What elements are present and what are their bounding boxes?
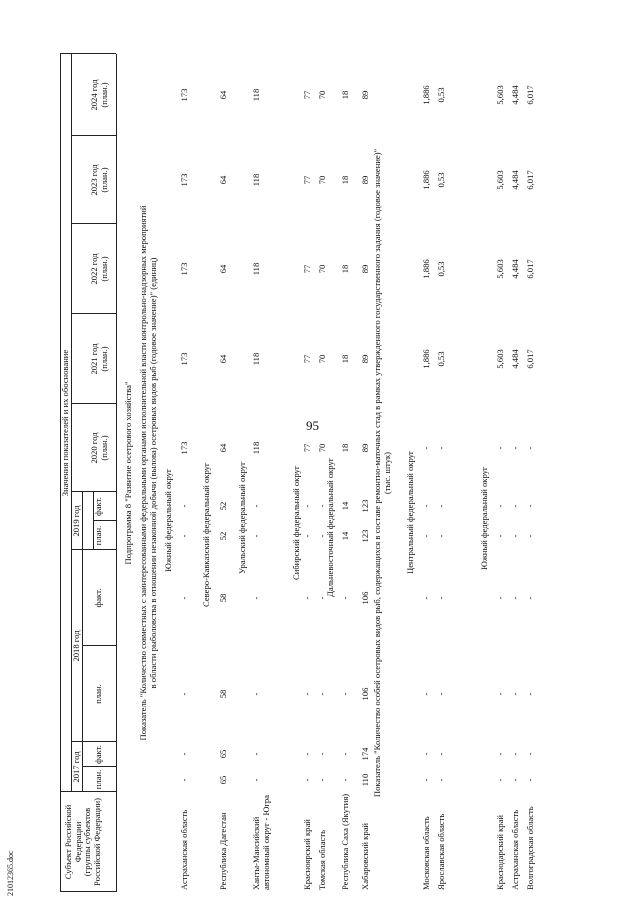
row-value: 70 <box>317 264 327 274</box>
header-line <box>116 54 117 892</box>
row-value: - <box>525 692 535 696</box>
row-value: 18 <box>340 264 350 274</box>
row-value: - <box>251 778 261 782</box>
row-value: - <box>436 778 446 782</box>
year-2022 <box>90 224 109 314</box>
row-value: - <box>302 596 312 600</box>
row-value: 18 <box>340 175 350 185</box>
row-value: - <box>436 446 446 450</box>
row-subject: Волгоградская область <box>525 806 535 890</box>
row-value: 89 <box>360 264 370 274</box>
row-value: 89 <box>360 443 370 453</box>
row-value: - <box>302 752 312 756</box>
row-value: - <box>510 752 520 756</box>
row-value: 173 <box>179 352 189 366</box>
subprogram-title: Подпрограмма 8 "Развитие осетрового хозяйства" <box>123 381 133 565</box>
row-value: 1,886 <box>421 170 431 190</box>
row-value: 70 <box>317 175 327 185</box>
row-subject: Краснодарский край <box>495 814 505 890</box>
row-value: 14 <box>340 531 350 541</box>
row-value: 106 <box>360 591 370 605</box>
col-fact: факт. <box>93 497 103 516</box>
row-subject: Красноярский край <box>302 819 312 890</box>
row-value: - <box>421 534 431 538</box>
row-subject: Московская область <box>421 816 431 890</box>
row-value: - <box>495 534 505 538</box>
row-value: 6,017 <box>525 349 535 369</box>
row-value: 4,484 <box>510 85 520 105</box>
row-value: 65 <box>218 749 228 759</box>
row-subject: Хабаровский край <box>360 822 370 890</box>
row-value: - <box>179 504 189 508</box>
row-value: 5,603 <box>495 259 505 279</box>
row-value: 5,603 <box>495 170 505 190</box>
header-text: (план.) <box>98 82 109 108</box>
row-value: - <box>302 692 312 696</box>
row-value: - <box>251 596 261 600</box>
row-value: 52 <box>218 501 228 511</box>
row-value: - <box>436 596 446 600</box>
row-value: - <box>179 596 189 600</box>
row-value: - <box>436 534 446 538</box>
row-value: 77 <box>302 443 312 453</box>
header-text: 2024 год <box>89 79 99 111</box>
row-value: - <box>251 504 261 508</box>
section-central: Центральный федеральный округ <box>405 450 415 574</box>
subject-column-header <box>64 792 103 892</box>
year-2020 <box>90 404 109 492</box>
row-value: 89 <box>360 90 370 100</box>
row-value: 77 <box>302 264 312 274</box>
row-value: - <box>179 778 189 782</box>
row-value: - <box>179 534 189 538</box>
row-value: 18 <box>340 90 350 100</box>
header-text: Федерации <box>72 821 83 863</box>
section-south-2: Южный федеральный округ <box>479 466 489 570</box>
doc-footer: 21012365.doc <box>6 850 15 896</box>
section-far-east: Дальневосточный федеральный округ <box>325 457 335 597</box>
year-2017: 2017 год <box>71 751 81 783</box>
row-value: 0,53 <box>436 87 446 103</box>
indicator-text: в области рыболовства в отношении незаконной добычи (вылова) осетровых видов рыб (годовое значение)" (единиц) <box>147 257 158 689</box>
row-value: - <box>302 778 312 782</box>
row-value: 6,017 <box>525 259 535 279</box>
row-value: - <box>251 692 261 696</box>
rotated-table <box>60 34 588 892</box>
row-value: - <box>421 446 431 450</box>
row-value: 0,53 <box>436 172 446 188</box>
values-title: Значения показателей и их обоснование <box>60 349 70 497</box>
row-value: - <box>421 596 431 600</box>
header-text: 2021 год <box>89 343 99 375</box>
row-value: - <box>251 534 261 538</box>
row-value: - <box>525 446 535 450</box>
row-value: - <box>495 752 505 756</box>
row-value: 70 <box>317 443 327 453</box>
row-value: 118 <box>251 262 261 276</box>
header-text: (план.) <box>98 435 109 461</box>
year-2019: 2019 год <box>71 505 81 537</box>
row-value: 174 <box>360 747 370 761</box>
col-plan: план. <box>93 684 103 704</box>
row-value: 64 <box>218 264 228 274</box>
row-value: 18 <box>340 443 350 453</box>
indicator-2 <box>373 54 392 892</box>
row-value: 70 <box>317 354 327 364</box>
row-value: 118 <box>251 352 261 366</box>
col-fact: факт. <box>93 588 103 608</box>
row-subject: Астраханская область <box>510 809 520 890</box>
row-value: - <box>525 752 535 756</box>
row-value: - <box>436 752 446 756</box>
row-value: - <box>317 752 327 756</box>
row-value: - <box>317 504 327 508</box>
row-value: - <box>340 778 350 782</box>
row-value: - <box>510 596 520 600</box>
row-value: - <box>510 778 520 782</box>
row-value: - <box>525 596 535 600</box>
header-text: Субъект Российской <box>63 804 73 880</box>
row-value: 123 <box>360 529 370 543</box>
row-value: - <box>436 692 446 696</box>
row-value: 0,53 <box>436 261 446 277</box>
row-value: - <box>340 596 350 600</box>
row-value: - <box>495 596 505 600</box>
row-value: - <box>495 692 505 696</box>
row-value: 14 <box>340 501 350 511</box>
year-2023 <box>90 136 109 224</box>
row-value: 110 <box>360 773 370 787</box>
row-value: - <box>317 692 327 696</box>
row-value: 77 <box>302 354 312 364</box>
row-value: - <box>340 752 350 756</box>
row-value: 58 <box>218 593 228 603</box>
row-value: 77 <box>302 175 312 185</box>
row-value: 52 <box>218 531 228 541</box>
year-2024 <box>90 54 109 136</box>
year-2018: 2018 год <box>71 630 81 662</box>
header-line <box>82 492 83 792</box>
row-value: - <box>302 534 312 538</box>
header-text: 2020 год <box>89 432 99 464</box>
row-value: 4,484 <box>510 259 520 279</box>
indicator-text: Показатель "Количество особей осетровых видов рыб, содержащихся в составе ремонтно-маточных стад в рамках утвержденного государственного задания (годовое значение)" <box>372 148 382 798</box>
row-value: - <box>495 778 505 782</box>
header-text: Российской Федерации) <box>91 798 102 886</box>
row-value: - <box>510 692 520 696</box>
row-value: 123 <box>360 499 370 513</box>
indicator-text: (тыс. штук) <box>381 451 392 495</box>
section-siberia: Сибирский федеральный округ <box>291 465 301 580</box>
row-value: - <box>525 534 535 538</box>
header-text: (группы субъектов <box>82 807 93 877</box>
row-value: 64 <box>218 175 228 185</box>
header-text: 2023 год <box>89 164 99 196</box>
row-value: - <box>510 446 520 450</box>
header-text: (план.) <box>98 346 109 372</box>
row-value: 173 <box>179 173 189 187</box>
row-value: - <box>495 504 505 508</box>
header-text: (план.) <box>98 256 109 282</box>
row-value: - <box>421 692 431 696</box>
row-value: - <box>525 504 535 508</box>
row-value: - <box>421 504 431 508</box>
col-plan: план. <box>93 769 103 790</box>
row-value: 0,53 <box>436 351 446 367</box>
row-value: - <box>510 534 520 538</box>
row-subject: Астраханская область <box>179 809 189 890</box>
row-value: - <box>510 504 520 508</box>
row-value: 70 <box>317 90 327 100</box>
row-value: 1,886 <box>421 349 431 369</box>
row-value: - <box>317 534 327 538</box>
row-value: 4,484 <box>510 170 520 190</box>
row-value: 64 <box>218 90 228 100</box>
row-value: - <box>179 692 189 696</box>
page-number: 95 <box>306 418 319 433</box>
col-fact: факт. <box>93 745 103 764</box>
row-value: 65 <box>218 775 228 785</box>
row-value: 89 <box>360 354 370 364</box>
row-value: - <box>340 692 350 696</box>
row-value: 1,886 <box>421 85 431 105</box>
row-value: 5,603 <box>495 349 505 369</box>
row-value: - <box>421 778 431 782</box>
row-value: 18 <box>340 354 350 364</box>
row-subject: Республика Дагестан <box>218 812 228 890</box>
row-value: - <box>179 752 189 756</box>
row-value: 64 <box>218 354 228 364</box>
col-plan: план. <box>93 525 103 546</box>
row-value: - <box>251 752 261 756</box>
row-value: - <box>317 596 327 600</box>
indicator-1 <box>139 54 158 892</box>
row-value: 173 <box>179 441 189 455</box>
row-value: 118 <box>251 173 261 187</box>
row-value: 58 <box>218 689 228 699</box>
row-value: 4,484 <box>510 349 520 369</box>
row-value: 106 <box>360 687 370 701</box>
row-value: - <box>317 778 327 782</box>
row-value: - <box>436 504 446 508</box>
row-subject: Ярославская область <box>436 813 446 890</box>
section-south-1: Южный федеральный округ <box>163 468 173 572</box>
row-value: 77 <box>302 90 312 100</box>
year-2021 <box>90 314 109 404</box>
row-value: - <box>421 752 431 756</box>
row-value: - <box>525 778 535 782</box>
row-subject: Республика Саха (Якутия) <box>340 793 350 890</box>
section-ural: Уральский федеральный округ <box>237 461 247 574</box>
section-north-caucasus: Северо-Кавказский федеральный округ <box>201 462 211 607</box>
row-value: 1,886 <box>421 259 431 279</box>
row-value: 118 <box>251 441 261 455</box>
row-value: 173 <box>179 88 189 102</box>
row-value: 6,017 <box>525 170 535 190</box>
row-subject: Томская область <box>317 830 327 890</box>
row-value: - <box>495 446 505 450</box>
row-subject: Ханты-Мансийский автономный округ - Югра <box>251 795 271 890</box>
row-value: 118 <box>251 88 261 102</box>
header-text: 2022 год <box>89 253 99 285</box>
header-text: (план.) <box>98 167 109 193</box>
row-value: 173 <box>179 262 189 276</box>
indicator-text: Показатель "Количество совместных с заинтересованными федеральными органами исполнительной власти контрольно-надзорных мероприятий <box>138 205 148 741</box>
row-value: 6,017 <box>525 85 535 105</box>
row-value: 5,603 <box>495 85 505 105</box>
row-value: 64 <box>218 443 228 453</box>
row-value: 89 <box>360 175 370 185</box>
row-value: - <box>302 504 312 508</box>
